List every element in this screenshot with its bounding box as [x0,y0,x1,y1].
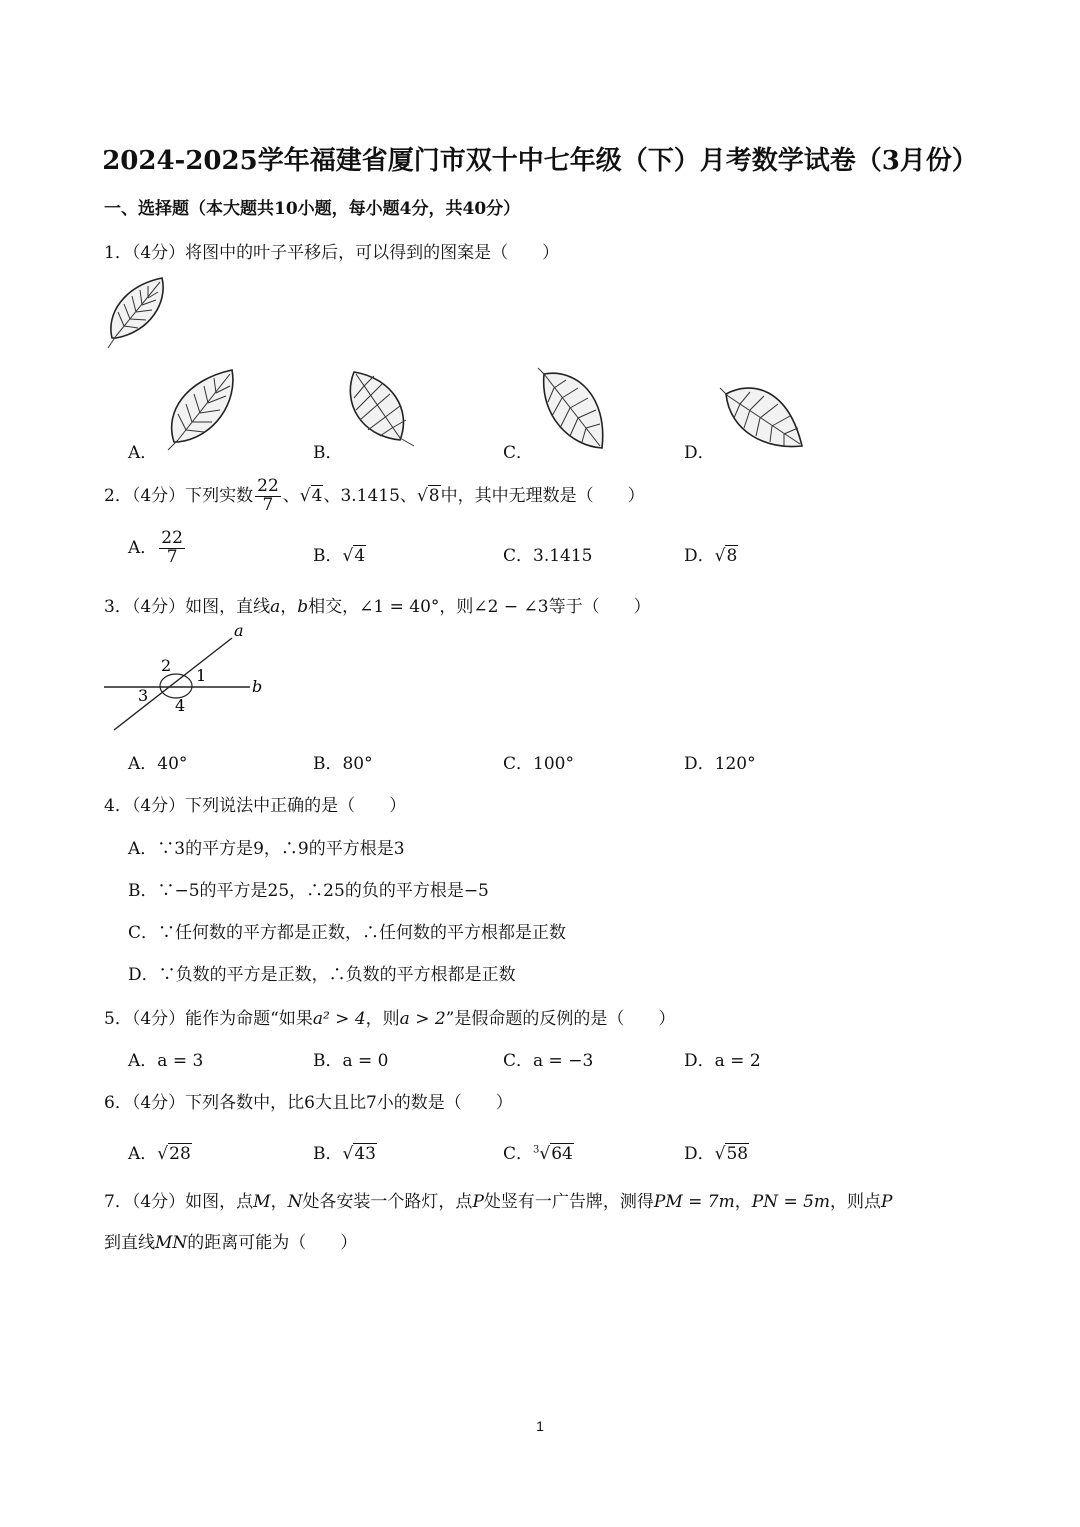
cube-root-64: $^3$√64 [533,1144,573,1164]
pn-length: PN = 5m [751,1192,831,1212]
q4-option-c: C．∵任何数的平方都是正数，∴任何数的平方根都是正数 [128,923,567,943]
q6-option-b [313,1139,377,1164]
question-6-text: 6．（4分）下列各数中，比6大且比7小的数是（ ） [104,1093,513,1113]
leaf-original-figure [104,276,170,352]
sqrt-4: √4 [342,546,366,566]
q7-line2: 到直线 [104,1233,155,1253]
q1-option-a: A． [128,443,158,463]
var-a: a [270,597,281,617]
q4-option-d: D．∵负数的平方是正数，∴负数的平方根都是正数 [128,965,516,985]
q5-prefix: 5．（4分）能作为命题“如果 [104,1009,313,1029]
sqrt-radicand: 4 [354,546,366,566]
pm-length: PM = 7m [653,1192,735,1212]
q7-end: ，则点 [830,1192,882,1212]
point-n: N [287,1192,303,1212]
sqrt-radicand: 64 [551,1144,573,1164]
q3-suffix: 等于（ ） [548,597,651,617]
angle-diff-expr: ∠2 − ∠3 [473,597,549,617]
q4-option-b: B．∵−5的平方是25，∴25的负的平方根是−5 [128,881,489,901]
leaf-option-c-figure [536,366,610,452]
q3-option-a: A．40° [128,754,188,774]
frac-num: 22 [161,528,183,548]
page-number: 1 [536,1418,544,1434]
q1-option-d: D． [684,443,715,463]
label-angle-2: 2 [161,656,172,675]
q1-option-b: B． [313,443,343,463]
question-4-text: 4．（4分）下列说法中正确的是（ ） [104,796,407,816]
q5-mid: ，则 [365,1009,400,1029]
option-label: B． [313,1144,343,1164]
q2-option-b [313,541,366,566]
page-title: 2024-2025学年福建省厦门市双十中七年级（下）月考数学试卷（3月份） [102,146,978,176]
var-b: b [297,597,309,617]
sqrt-8: √8 [416,485,440,506]
q7-sep: ， [270,1192,288,1212]
q2-option-c: C．3.1415 [503,546,593,566]
sqrt-8: √8 [714,546,738,566]
question-7-line1 [104,1187,893,1212]
q2-prefix: 2．（4分）下列实数 [104,485,254,506]
q6-option-a [128,1139,192,1164]
label-angle-3: 3 [138,686,149,705]
sqrt-58: √58 [714,1144,749,1164]
line-mn: MN [155,1233,188,1253]
sqrt-radicand: 4 [311,485,323,506]
q4-option-a: A．∵3的平方是9，∴9的平方根是3 [128,839,405,859]
q5-option-c: C．a = −3 [503,1051,594,1071]
question-3-text [104,592,651,617]
q5-option-a: A．a = 3 [128,1051,204,1071]
q2-sep1: 、 [282,485,300,506]
label-line-a: a [234,621,244,640]
q3-comma: ， [280,597,298,617]
option-label: A． [128,1144,158,1164]
sqrt-radicand: 28 [169,1144,191,1164]
q6-option-d [684,1139,749,1164]
q1-option-c: C． [503,443,534,463]
option-label: B． [313,546,343,566]
leaf-option-d-figure [716,378,806,452]
section-heading: 一、选择题（本大题共10小题，每小题4分，共40分） [104,199,521,219]
leaf-option-a-figure [160,366,240,452]
option-label: D． [684,1144,715,1164]
q7-sep2: ， [734,1192,752,1212]
q5-suffix: ”是假命题的反例的是（ ） [445,1009,676,1029]
q3-option-b: B．80° [313,754,373,774]
label-line-b: b [252,677,263,696]
question-2-text [104,478,645,515]
option-label: D． [684,546,715,566]
q2-suffix: 中，其中无理数是（ ） [440,485,645,506]
point-m: M [253,1192,271,1212]
q3-mid2: ，则 [439,597,474,617]
q7-mid2: 处竖有一广告牌，测得 [483,1192,654,1212]
fraction-22-7 [255,478,281,515]
q2-mid: 、3.1415、 [323,485,417,506]
sqrt-radicand: 43 [354,1144,376,1164]
q3-prefix: 3．（4分）如图，直线 [104,597,271,617]
root-index: 3 [533,1144,540,1156]
intersecting-lines-figure [100,620,270,740]
q5-conclusion: a > 2 [399,1009,446,1029]
q6-option-c [503,1139,574,1164]
q7-line2-end: 的距离可能为（ ） [187,1233,358,1253]
sqrt-radicand: 58 [726,1144,749,1164]
option-label: C． [503,1144,534,1164]
q3-option-c: C．100° [503,754,574,774]
question-5-text [104,1004,675,1029]
q2-option-a [128,530,187,567]
fraction-22-7 [159,530,185,567]
question-1-text: 1．（4分）将图中的叶子平移后，可以得到的图案是（ ） [104,243,560,263]
frac-num: 22 [257,476,279,496]
sqrt-4: √4 [299,485,323,506]
q3-option-d: D．120° [684,754,756,774]
q2-option-d [684,541,738,566]
q5-option-d: D．a = 2 [684,1051,761,1071]
sqrt-radicand: 8 [428,485,440,506]
q5-condition: a² > 4 [312,1009,366,1029]
sqrt-radicand: 8 [726,546,738,566]
sqrt-43: √43 [342,1144,376,1164]
point-p: P [472,1192,484,1212]
angle-1-expr: ∠1 = 40° [359,597,440,617]
point-p: P [881,1192,893,1212]
option-label: A． [128,537,158,558]
frac-den: 7 [262,494,274,515]
sqrt-28: √28 [157,1144,191,1164]
q7-mid: 处各安装一个路灯，点 [302,1192,473,1212]
q5-option-b: B．a = 0 [313,1051,389,1071]
q7-prefix: 7．（4分）如图，点 [104,1192,254,1212]
question-7-line2 [104,1228,357,1253]
frac-den: 7 [166,546,178,567]
label-angle-4: 4 [175,696,186,715]
leaf-option-b-figure [344,366,418,452]
q3-mid: 相交， [308,597,360,617]
label-angle-1: 1 [196,666,207,685]
